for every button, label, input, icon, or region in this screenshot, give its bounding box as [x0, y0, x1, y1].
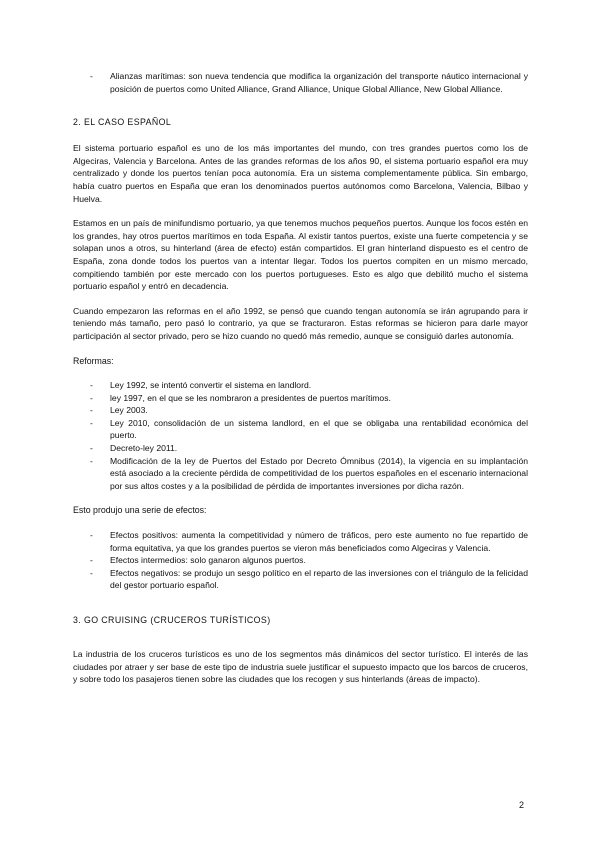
list-item: - Efectos positivos: aumenta la competitividad y número de tráficos, pero este aumento no fue repartido de forma equitativa, ya que los grandes puertos se vieron más beneficiados como Algeciras y Valencia. — [73, 529, 528, 554]
section-heading-2: 2. EL CASO ESPAÑOL — [73, 117, 172, 128]
top-bullet-list — [73, 70, 528, 95]
efectos-list — [73, 529, 528, 592]
page-number: 2 — [519, 800, 525, 810]
list-item: - Ley 1992, se intentó convertir el sistema en landlord. — [73, 379, 528, 392]
list-item: - Efectos intermedios: solo ganaron algunos puertos. — [73, 554, 528, 567]
list-item: - Efectos negativos: se produjo un sesgo político en el reparto de las inversiones con el triángulo de la felicidad del gestor portuario español. — [73, 567, 528, 592]
efectos-label: Esto produjo una serie de efectos: — [73, 505, 207, 516]
paragraph: Cuando empezaron las reformas en el año 1992, se pensó que cuando tengan autonomía se irán agrupando para ir teniendo más tamaño, pero pasó lo contrario, ya que se fracturaron. Estas reformas se hicieron para darle mayor participación al sector privado, pero se hizo cuando no quedó más remedio, aunque se consiguió darles autonomía. — [73, 305, 528, 341]
list-item: - Alianzas marítimas: son nueva tendencia que modifica la organización del transporte náutico internacional y posición de puertos como United Alliance, Grand Alliance, Unique Global Alliance, New Global Alliance. — [73, 70, 528, 95]
paragraph: Estamos en un país de minifundismo portuario, ya que tenemos muchos pequeños puertos. Aunque los focos estén en los grandes, hay otros puertos marítimos en toda España. Al existir tantos puertos, existe una fuerte competencia y se solapan unos a otros, su hinterland (área de efecto) están compartidos. El gran hinterland dispuesto es el centro de España, zona donde todos los puertos van a intentar llegar. Todos los puertos compiten en un mismo mercado, compitiendo también por este mercado con los puertos portugueses. Esto es algo que debilitó mucho el sistema portuario español y entró en decadencia. — [73, 218, 528, 292]
section-heading-3: 3. GO CRUISING (CRUCEROS TURÍSTICOS) — [73, 615, 271, 625]
page-content — [73, 70, 528, 686]
list-item: - Ley 2003. — [73, 404, 528, 417]
list-item: - Modificación de la ley de Puertos del Estado por Decreto Ómnibus (2014), la vigencia en su implantación está asociado a la creciente pérdida de competitividad de los puertos españoles en el escenario internacional por sus altos costes y a la posibilidad de pérdida de importantes inversiones por dicha razón. — [73, 455, 528, 493]
list-item: - Ley 2010, consolidación de un sistema landlord, en el que se obligaba una rentabilidad económica del puerto. — [73, 417, 528, 442]
list-item: - ley 1997, en el que se les nombraron a presidentes de puertos marítimos. — [73, 392, 528, 405]
paragraph: El sistema portuario español es uno de los más importantes del mundo, con tres grandes puertos como los de Algeciras, Valencia y Barcelona. Antes de las grandes reformas de los años 90, el sistema portuario español era muy centralizado y donde los puertos tenían poca autonomía. Era un sistema complementamente pública. Sin embargo, había cuatro puertos en España que eran los denominados puertos autónomos como Barcelona, Valencia, Bilbao y Huelva. — [73, 143, 528, 204]
reformas-label: Reformas: — [73, 355, 114, 366]
list-item: - Decreto-ley 2011. — [73, 442, 528, 455]
paragraph: La industria de los cruceros turísticos es uno de los segmentos más dinámicos del sector turístico. El interés de las ciudades por atraer y ser base de este tipo de industria suele justificar el supuesto impacto que los barcos de cruceros, y sobre todo los pasajeros tienen sobre las ciudades que los recogen y sus hinterlands (áreas de impacto). — [73, 649, 528, 685]
reformas-list — [73, 379, 528, 492]
